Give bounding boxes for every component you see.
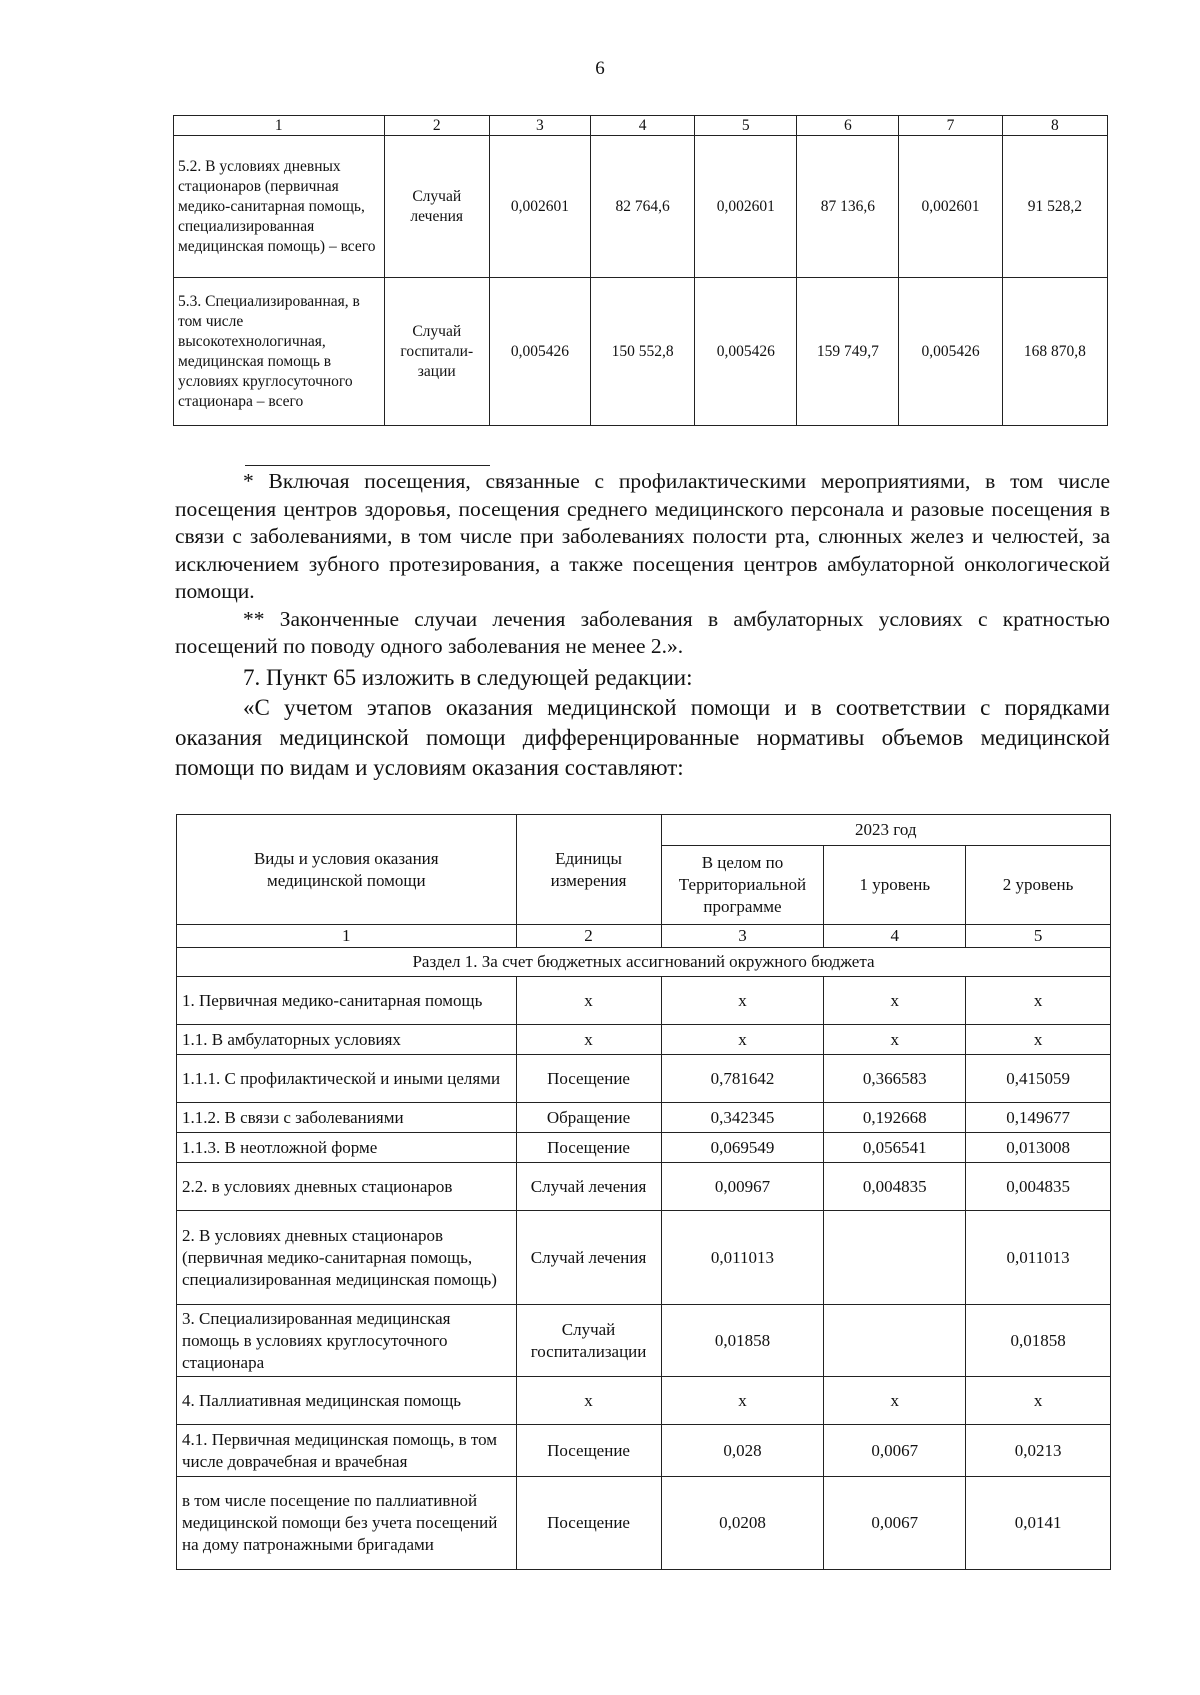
row-unit: х xyxy=(516,977,661,1025)
section-title: Раздел 1. За счет бюджетных ассигнований окружного бюджета xyxy=(177,948,1111,977)
cell-value: 150 552,8 xyxy=(590,278,694,426)
row-label: 1.1.1. С профилактической и иными целями xyxy=(177,1055,517,1103)
cell-value: 0,011013 xyxy=(966,1211,1111,1305)
cell-value: 0,342345 xyxy=(661,1103,824,1133)
table-row xyxy=(177,1305,1111,1377)
table-row xyxy=(177,1377,1111,1425)
section-row xyxy=(177,948,1111,977)
page-number: 6 xyxy=(595,58,605,79)
cell-value: 0,0141 xyxy=(966,1477,1111,1570)
table-row xyxy=(177,977,1111,1025)
cell-value xyxy=(824,1305,966,1377)
row-unit: Посещение xyxy=(516,1425,661,1477)
cell-value: 0,781642 xyxy=(661,1055,824,1103)
table-row xyxy=(174,278,1108,426)
table-row xyxy=(177,1103,1111,1133)
footnote-one: * Включая посещения, связанные с профилактическими мероприятиями, в том числе посещения центров здоровья, посещения среднего медицинского персонала и разовые посещения в связи с заболеваниями, в том числе при заболеваниях полости рта, слюнных желез и челюстей, за исключением зубного протезирования, а также посещения центров амбулаторной онкологической помощи. xyxy=(175,469,1110,603)
paragraph-text: «С учетом этапов оказания медицинской помощи и в соответствии с порядками оказания медицинской помощи дифференцированные нормативы объемов медицинской помощи по видам и условиям оказания составляют: xyxy=(175,694,1110,780)
row-unit: Случай госпитализации xyxy=(516,1305,661,1377)
column-number: 1 xyxy=(174,116,385,136)
cell-value: 0,004835 xyxy=(966,1163,1111,1211)
row-unit: Посещение xyxy=(516,1477,661,1570)
cell-value: 0,056541 xyxy=(824,1133,966,1163)
column-numbers-row xyxy=(177,925,1111,948)
cell-value: 0,0213 xyxy=(966,1425,1111,1477)
row-label: 1.1.3. В неотложной форме xyxy=(177,1133,517,1163)
column-number: 2 xyxy=(384,116,489,136)
cell-value: 0,002601 xyxy=(489,136,590,278)
cell-value: х xyxy=(824,1025,966,1055)
cell-value xyxy=(824,1211,966,1305)
cell-value: х xyxy=(824,1377,966,1425)
cell-value: 91 528,2 xyxy=(1002,136,1107,278)
row-unit: Случай лечения xyxy=(516,1163,661,1211)
row-label: 2. В условиях дневных стационаров (первичная медико-санитарная помощь, специализированная медицинская помощь) xyxy=(177,1211,517,1305)
cell-value: 0,028 xyxy=(661,1425,824,1477)
column-number: 4 xyxy=(824,925,966,948)
row-label: 4.1. Первичная медицинская помощь, в том числе доврачебная и врачебная xyxy=(177,1425,517,1477)
column-number: 7 xyxy=(899,116,1002,136)
cell-value: 0,415059 xyxy=(966,1055,1111,1103)
row-unit: Обращение xyxy=(516,1103,661,1133)
cell-value: х xyxy=(661,1025,824,1055)
table-row xyxy=(177,1425,1111,1477)
row-label: 4. Паллиативная медицинская помощь xyxy=(177,1377,517,1425)
table-row xyxy=(177,1163,1111,1211)
cell-value: 0,069549 xyxy=(661,1133,824,1163)
table-row xyxy=(177,1133,1111,1163)
row-unit: Случай лечения xyxy=(516,1211,661,1305)
row-unit: Случай госпитали-зации xyxy=(384,278,489,426)
footnotes-block xyxy=(175,468,1110,783)
cell-value: 87 136,6 xyxy=(797,136,899,278)
row-label: в том числе посещение по паллиативной медицинской помощи без учета посещений на дому патронажными бригадами xyxy=(177,1477,517,1570)
cell-value: х xyxy=(661,977,824,1025)
cell-value: 0,005426 xyxy=(899,278,1002,426)
row-unit: Посещение xyxy=(516,1055,661,1103)
column-subheader: 2 уровень xyxy=(966,846,1111,925)
column-number: 6 xyxy=(797,116,899,136)
cell-value: 82 764,6 xyxy=(590,136,694,278)
column-header: Виды и условия оказания медицинской помощи xyxy=(177,815,517,925)
table-row xyxy=(177,1025,1111,1055)
column-subheader: 1 уровень xyxy=(824,846,966,925)
cell-value: 0,0067 xyxy=(824,1477,966,1570)
cell-value: х xyxy=(824,977,966,1025)
row-label: 3. Специализированная медицинская помощь в условиях круглосуточного стационара xyxy=(177,1305,517,1377)
column-number: 3 xyxy=(489,116,590,136)
cell-value: х xyxy=(966,1025,1111,1055)
cell-value: 0,149677 xyxy=(966,1103,1111,1133)
cell-value: 0,0208 xyxy=(661,1477,824,1570)
row-label: 1.1. В амбулаторных условиях xyxy=(177,1025,517,1055)
cell-value: 0,366583 xyxy=(824,1055,966,1103)
cell-value: 0,004835 xyxy=(824,1163,966,1211)
table-header-row xyxy=(177,815,1111,846)
column-header: Единицы измерения xyxy=(516,815,661,925)
row-label: 5.3. Специализированная, в том числе высокотехнологичная, медицинская помощь в условиях круглосуточного стационара – всего xyxy=(174,278,385,426)
table-row xyxy=(177,1211,1111,1305)
cell-value: 0,01858 xyxy=(966,1305,1111,1377)
table-continuation xyxy=(173,115,1108,426)
cell-value: 0,011013 xyxy=(661,1211,824,1305)
cell-value: х xyxy=(966,1377,1111,1425)
column-number: 1 xyxy=(177,925,517,948)
cell-value: 0,00967 xyxy=(661,1163,824,1211)
column-subheader: В целом по Территориальной программе xyxy=(661,846,824,925)
column-number: 2 xyxy=(516,925,661,948)
paragraph-item: 7. Пункт 65 изложить в следующей редакции: xyxy=(243,664,693,690)
cell-value: 0,005426 xyxy=(489,278,590,426)
column-number: 8 xyxy=(1002,116,1107,136)
table-header-row xyxy=(174,116,1108,136)
cell-value: 0,002601 xyxy=(899,136,1002,278)
row-unit: х xyxy=(516,1025,661,1055)
footnote-divider xyxy=(245,465,490,466)
column-number: 4 xyxy=(590,116,694,136)
row-unit: х xyxy=(516,1377,661,1425)
cell-value: 168 870,8 xyxy=(1002,278,1107,426)
column-number: 5 xyxy=(966,925,1111,948)
year-header: 2023 год xyxy=(661,815,1111,846)
standards-table xyxy=(176,814,1111,1570)
cell-value: 0,192668 xyxy=(824,1103,966,1133)
cell-value: 159 749,7 xyxy=(797,278,899,426)
cell-value: 0,01858 xyxy=(661,1305,824,1377)
row-label: 1. Первичная медико-санитарная помощь xyxy=(177,977,517,1025)
row-unit: Посещение xyxy=(516,1133,661,1163)
cell-value: х xyxy=(966,977,1111,1025)
table-row xyxy=(177,1477,1111,1570)
cell-value: 0,005426 xyxy=(695,278,797,426)
row-label: 1.1.2. В связи с заболеваниями xyxy=(177,1103,517,1133)
cell-value: 0,013008 xyxy=(966,1133,1111,1163)
column-number: 5 xyxy=(695,116,797,136)
column-number: 3 xyxy=(661,925,824,948)
cell-value: х xyxy=(661,1377,824,1425)
table-row xyxy=(174,136,1108,278)
cell-value: 0,0067 xyxy=(824,1425,966,1477)
row-label: 5.2. В условиях дневных стационаров (первичная медико-санитарная помощь, специализированная медицинская помощь) – всего xyxy=(174,136,385,278)
row-unit: Случай лечения xyxy=(384,136,489,278)
row-label: 2.2. в условиях дневных стационаров xyxy=(177,1163,517,1211)
table-row xyxy=(177,1055,1111,1103)
cell-value: 0,002601 xyxy=(695,136,797,278)
footnote-two: ** Законченные случаи лечения заболевания в амбулаторных условиях с кратностью посещений по поводу одного заболевания не менее 2.». xyxy=(175,606,1110,658)
